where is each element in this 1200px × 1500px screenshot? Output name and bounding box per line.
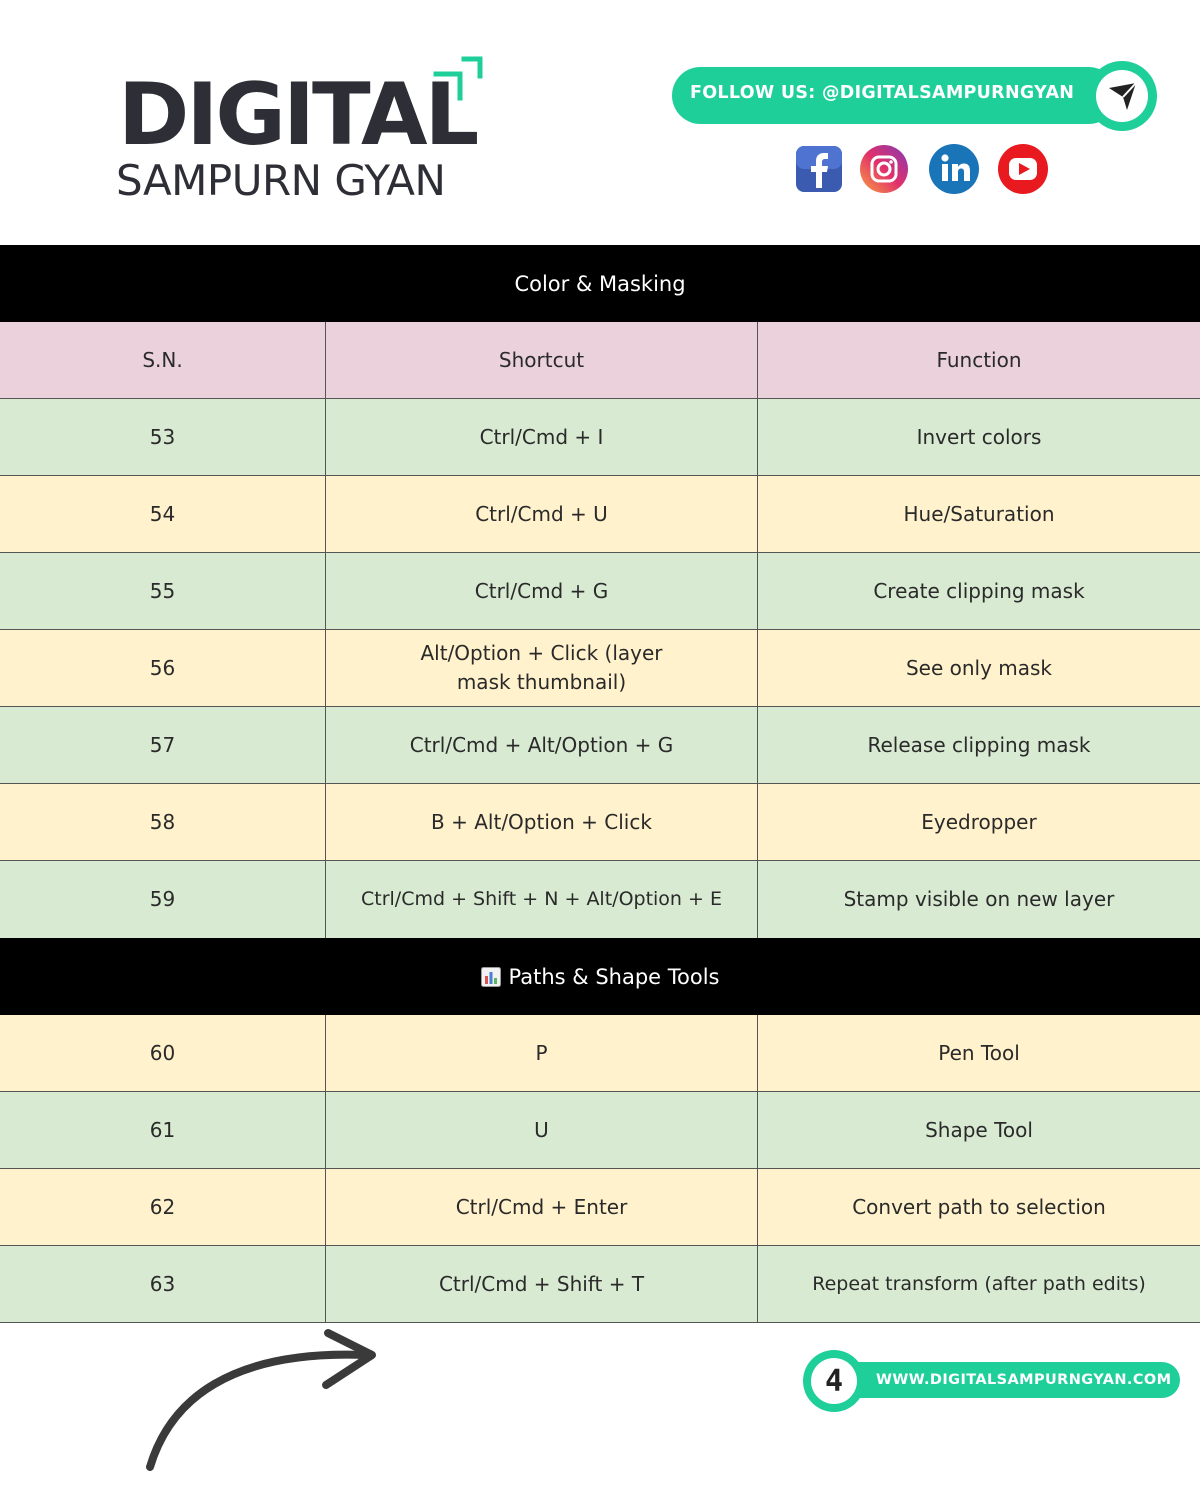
- cell-function: Repeat transform (after path edits): [812, 1272, 1146, 1295]
- cell-shortcut: Ctrl/Cmd + U: [326, 476, 758, 552]
- brand-logo: [112, 52, 492, 212]
- logo-subtitle: SAMPURN GYAN: [116, 156, 446, 205]
- column-header-function: Function: [936, 347, 1022, 372]
- table-row: [0, 476, 1200, 553]
- cell-function: Convert path to selection: [852, 1194, 1106, 1219]
- cell-sn: 62: [0, 1169, 326, 1245]
- follow-label[interactable]: FOLLOW US: @DIGITALSAMPURNGYAN: [690, 83, 1075, 103]
- table-row: [0, 861, 1200, 938]
- cell-function: See only mask: [905, 655, 1053, 680]
- cell-function: Create clipping mask: [873, 578, 1085, 603]
- cell-function: Shape Tool: [925, 1117, 1033, 1142]
- logo-wordmark: DIGITAL: [118, 65, 477, 165]
- cell-function: Hue/Saturation: [903, 501, 1055, 526]
- cell-sn: 58: [0, 784, 326, 860]
- cell-sn: 55: [0, 553, 326, 629]
- table-row: [0, 399, 1200, 476]
- table-row: [0, 1092, 1200, 1169]
- table-row: [0, 1246, 1200, 1323]
- page-number: 4: [811, 1358, 857, 1404]
- cell-sn: 57: [0, 707, 326, 783]
- cell-shortcut: P: [326, 1015, 758, 1091]
- youtube-icon[interactable]: [997, 143, 1049, 195]
- cell-shortcut: Ctrl/Cmd + G: [326, 553, 758, 629]
- section-header-color-masking: [0, 245, 1200, 322]
- instagram-icon[interactable]: [858, 143, 910, 195]
- cell-shortcut: Ctrl/Cmd + Enter: [326, 1169, 758, 1245]
- column-header-sn: S.N.: [0, 322, 326, 398]
- cell-function: Release clipping mask: [867, 732, 1091, 757]
- curved-arrow-icon: [140, 1325, 385, 1475]
- cell-function: Pen Tool: [938, 1040, 1020, 1065]
- website-link[interactable]: WWW.DIGITALSAMPURNGYAN.COM: [876, 1372, 1172, 1388]
- cell-function: Stamp visible on new layer: [843, 887, 1115, 911]
- cell-shortcut: Ctrl/Cmd + Alt/Option + G: [326, 707, 758, 783]
- cell-sn: 63: [0, 1246, 326, 1322]
- section-header-paths-shape-tools: [0, 938, 1200, 1015]
- cell-sn: 54: [0, 476, 326, 552]
- page-number-badge: [803, 1350, 865, 1412]
- cell-shortcut: Ctrl/Cmd + Shift + T: [326, 1246, 758, 1322]
- cell-shortcut: Ctrl/Cmd + I: [326, 399, 758, 475]
- table-header-row: [0, 322, 1200, 399]
- section-title: Color & Masking: [514, 271, 686, 296]
- linkedin-icon[interactable]: [928, 143, 980, 195]
- cell-sn: 60: [0, 1015, 326, 1091]
- table-row: [0, 1015, 1200, 1092]
- cell-sn: 56: [0, 630, 326, 706]
- cell-function: Invert colors: [916, 424, 1042, 449]
- cell-shortcut: B + Alt/Option + Click: [326, 784, 758, 860]
- follow-send-button[interactable]: [1087, 61, 1157, 131]
- facebook-icon[interactable]: [793, 143, 845, 195]
- table-row: [0, 707, 1200, 784]
- cell-shortcut: U: [326, 1092, 758, 1168]
- cell-sn: 59: [0, 861, 326, 938]
- logo-arrow-icon: [430, 54, 484, 102]
- shortcuts-table: [0, 245, 1200, 1323]
- cell-shortcut: Ctrl/Cmd + Shift + N + Alt/Option + E: [326, 861, 758, 938]
- bar-chart-icon: [481, 967, 501, 987]
- section-title: Paths & Shape Tools: [508, 964, 720, 989]
- column-header-shortcut: Shortcut: [326, 322, 758, 398]
- table-row: [0, 1169, 1200, 1246]
- cell-function: Eyedropper: [921, 809, 1037, 834]
- cell-shortcut: Alt/Option + Click (layer mask thumbnail): [326, 630, 758, 706]
- cell-sn: 61: [0, 1092, 326, 1168]
- cell-sn: 53: [0, 399, 326, 475]
- send-icon: [1096, 70, 1148, 122]
- table-row: [0, 630, 1200, 707]
- table-row: [0, 784, 1200, 861]
- table-row: [0, 553, 1200, 630]
